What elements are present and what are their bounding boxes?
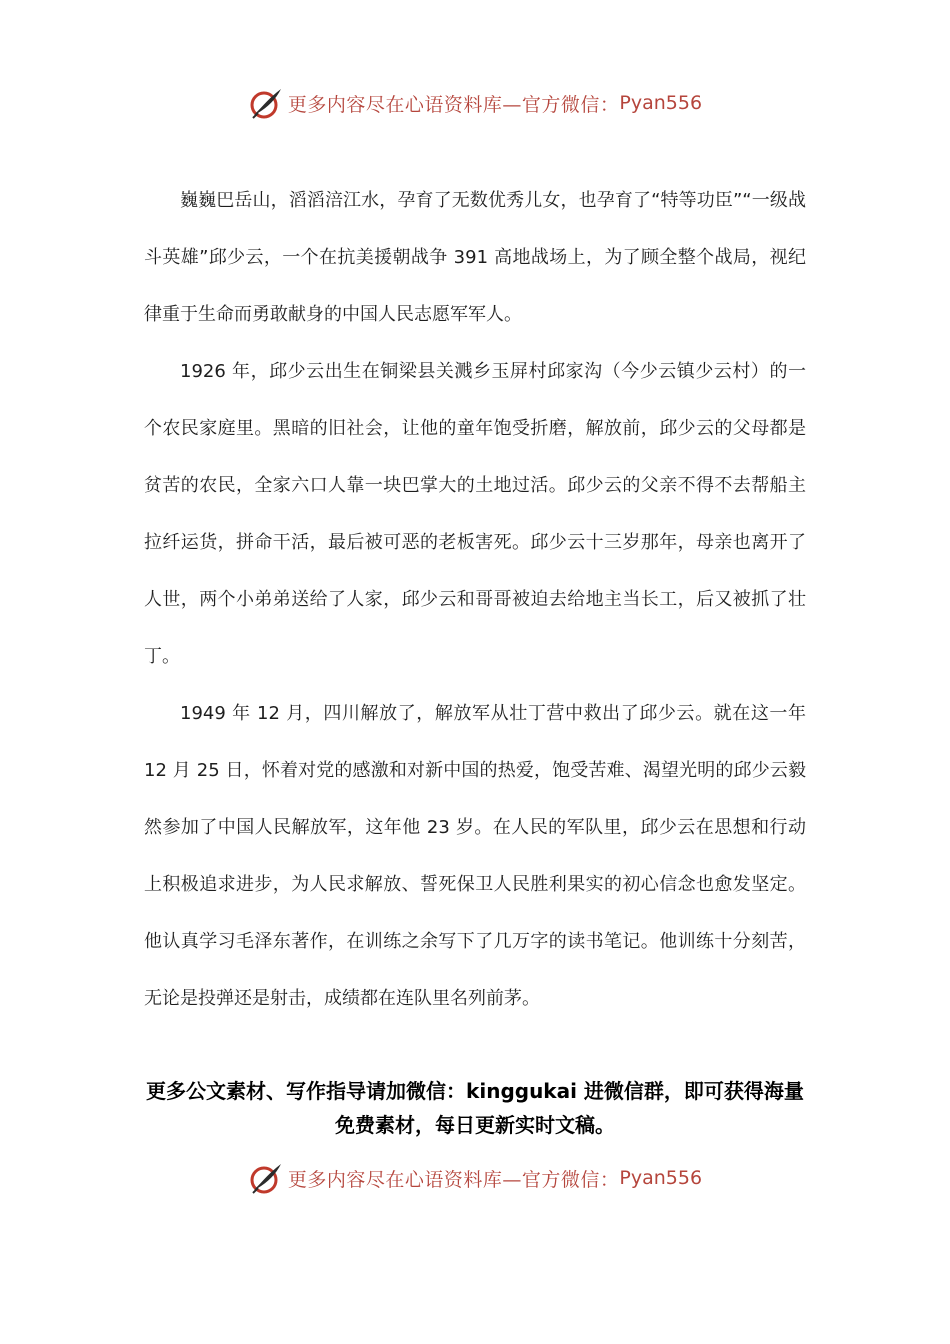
- quill-logo-icon: [248, 1160, 284, 1196]
- header-banner: [0, 81, 950, 125]
- article-paragraph-3: 1949 年 12 月，四川解放了，解放军从壮丁营中救出了邱少云。就在这一年 12 月 25 日，怀着对党的感激和对新中国的热爱，饱受苦难、渴望光明的邱少云毅然参加了中国人民解放军，这年他 23 岁。在人民的军队里，邱少云在思想和行动上积极追求进步，为人民求解放、誓死保卫人民胜利果实的初心信念也愈发坚定。他认真学习毛泽东著作，在训练之余写下了几万字的读书笔记。他训练十分刻苦，无论是投弹还是射击，成绩都在连队里名列前茅。: [144, 703, 806, 1009]
- footer-banner: [0, 1156, 950, 1200]
- footer-banner-wechat-id: Pyan556: [619, 1167, 703, 1189]
- header-banner-text: 更多内容尽在心语资料库—官方微信：: [287, 93, 620, 116]
- footer-banner-text: 更多内容尽在心语资料库—官方微信：: [287, 1168, 620, 1191]
- article-paragraph-2: 1926 年，邱少云出生在铜梁县关溅乡玉屏村邱家沟（今少云镇少云村）的一个农民家庭里。黑暗的旧社会，让他的童年饱受折磨，解放前，邱少云的父母都是贫苦的农民，全家六口人靠一块巴掌大的土地过活。邱少云的父亲不得不去帮船主拉纤运货，拼命干活，最后被可恶的老板害死。邱少云十三岁那年，母亲也离开了人世，两个小弟弟送给了人家，邱少云和哥哥被迫去给地主当长工，后又被抓了壮丁。: [144, 361, 806, 667]
- quill-logo-icon: [248, 85, 284, 121]
- header-banner-wechat-id: Pyan556: [619, 92, 703, 114]
- footer-call-to-action: 更多公文素材、写作指导请加微信：kinggukai 进微信群，即可获得海量免费素材，每日更新实时文稿。: [146, 1079, 804, 1137]
- article-body: [144, 172, 806, 1027]
- article-paragraph-1: 巍巍巴岳山，滔滔涪江水，孕育了无数优秀儿女，也孕育了“特等功臣”“一级战斗英雄”邱少云，一个在抗美援朝战争 391 高地战场上，为了顾全整个战局，视纪律重于生命而勇敢献身的中国人民志愿军军人。: [144, 190, 806, 325]
